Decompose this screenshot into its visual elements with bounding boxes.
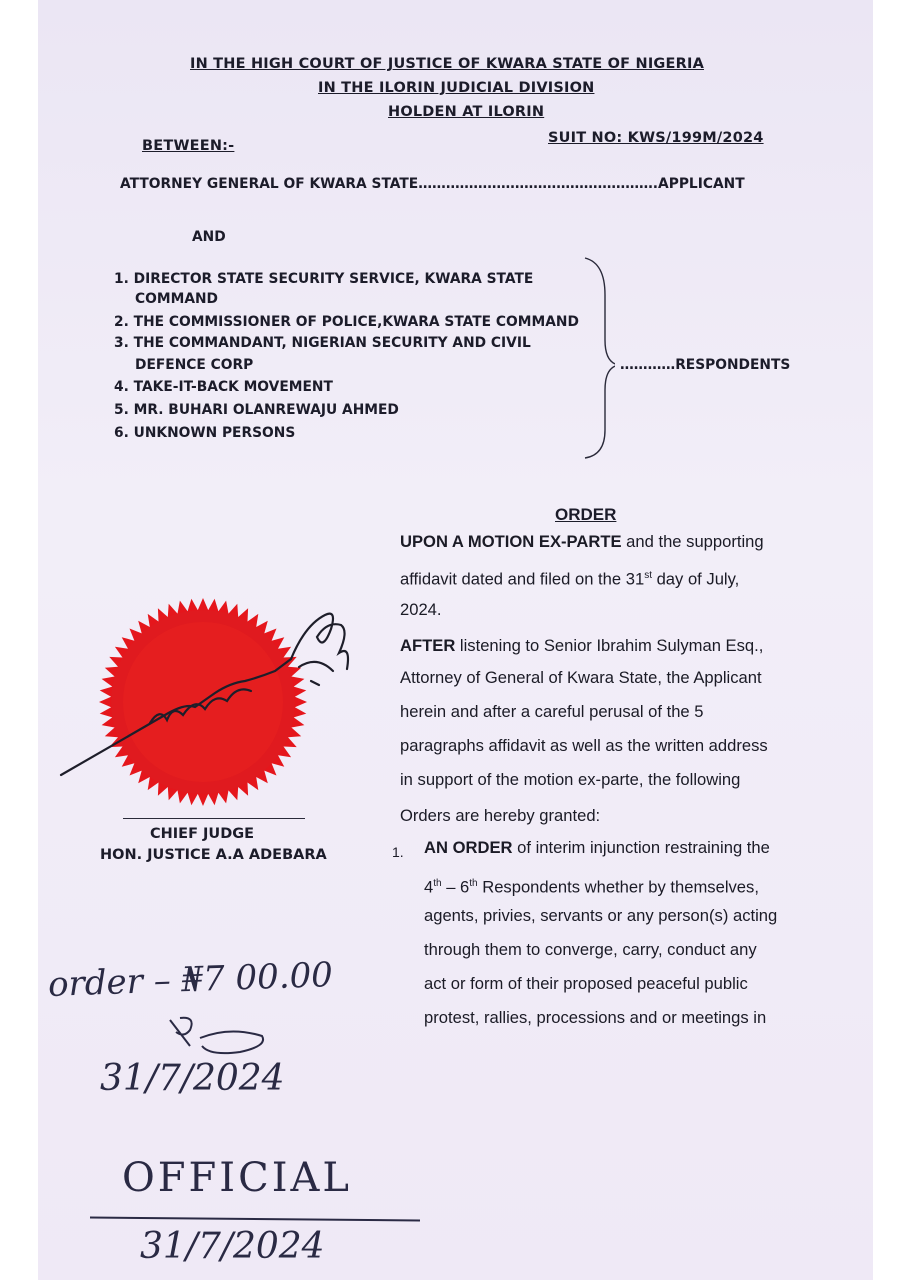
handwritten-order-fee: order – ₦7 00.00 xyxy=(47,955,334,1005)
court-title: IN THE HIGH COURT OF JUSTICE OF KWARA STATE OF NIGERIA xyxy=(190,56,705,72)
order-title: ORDER xyxy=(555,505,617,524)
court-seal xyxy=(55,585,355,825)
respondent-number: 2. xyxy=(114,314,129,330)
respondent-1-line2: COMMAND xyxy=(135,291,218,307)
text-run: Respondents whether by themselves, xyxy=(477,877,759,897)
order-item-1-line-5: act or form of their proposed peaceful public xyxy=(424,974,748,993)
order-para-2-line-2: Attorney of General of Kwara State, the Applicant xyxy=(400,668,762,687)
order-para-1-line-2 xyxy=(400,559,739,597)
suit-number: SUIT NO: KWS/199M/2024 xyxy=(548,130,764,146)
respondents-brace xyxy=(575,255,615,460)
applicant-dots: ……………………………………………. xyxy=(418,176,659,192)
order-para-2-line-3: herein and after a careful perusal of the 5 xyxy=(400,702,704,721)
order-para-2-line-6: Orders are hereby granted: xyxy=(400,806,601,825)
order-para-1-line-1 xyxy=(400,525,764,559)
order-item-1-line-1 xyxy=(424,831,770,865)
order-item-1-line-3: agents, privies, servants or any person(s) acting xyxy=(424,906,778,925)
respondent-number: 5. xyxy=(114,402,129,418)
respondent-name: THE COMMANDANT, NIGERIAN SECURITY AND CIVIL xyxy=(133,335,531,351)
respondents-label xyxy=(620,357,790,373)
respondent-3 xyxy=(114,335,531,351)
respondent-number: 4. xyxy=(114,379,129,395)
ordinal-suffix: th xyxy=(433,878,442,889)
division-title: IN THE ILORIN JUDICIAL DIVISION xyxy=(318,80,595,96)
signatory-title: CHIEF JUDGE xyxy=(150,826,255,842)
order-para-1-line-3: 2024. xyxy=(400,600,442,619)
respondent-6 xyxy=(114,425,295,441)
order-item-1-line-4: through them to converge, carry, conduct any xyxy=(424,940,757,959)
holden-title: HOLDEN AT ILORIN xyxy=(388,104,545,120)
order-para-2-line-1 xyxy=(400,629,763,663)
respondent-5 xyxy=(114,402,399,418)
order-item-number: 1. xyxy=(392,844,404,860)
order-para-2-line-5: in support of the motion ex-parte, the following xyxy=(400,770,741,789)
left-margin xyxy=(0,0,38,1280)
handwritten-date-1: 31/7/2024 xyxy=(100,1058,285,1099)
respondents-dots: ………… xyxy=(620,357,676,373)
applicant-name xyxy=(120,176,745,192)
an-order-label: AN ORDER xyxy=(424,838,513,857)
applicant-role: APPLICANT xyxy=(658,176,745,192)
between-label: BETWEEN:- xyxy=(142,138,235,154)
respondent-name: THE COMMISSIONER OF POLICE,KWARA STATE COMMAND xyxy=(133,314,579,330)
respondent-2 xyxy=(114,314,579,330)
text-run: listening to Senior Ibrahim Sulyman Esq., xyxy=(455,636,764,655)
handwritten-initials-icon xyxy=(150,1012,270,1062)
respondents-role: RESPONDENTS xyxy=(675,357,791,373)
respondent-4 xyxy=(114,379,333,395)
respondent-name: TAKE-IT-BACK MOVEMENT xyxy=(133,379,333,395)
signatory-name: HON. JUSTICE A.A ADEBARA xyxy=(100,847,327,863)
motion-ex-parte: UPON A MOTION EX-PARTE xyxy=(400,532,622,551)
ordinal-suffix: th xyxy=(469,878,478,889)
right-margin xyxy=(873,0,905,1280)
after-label: AFTER xyxy=(400,636,456,655)
respondent-1 xyxy=(114,271,533,287)
and-label: AND xyxy=(192,229,226,245)
respondent-name: MR. BUHARI OLANREWAJU AHMED xyxy=(133,402,399,418)
text-run: affidavit dated and filed on the 31 xyxy=(400,569,645,589)
respondent-number: 1. xyxy=(114,271,129,287)
respondent-3-line2: DEFENCE CORP xyxy=(135,357,254,373)
text-run: – 6 xyxy=(441,877,470,897)
text-run: and the supporting xyxy=(621,532,764,551)
order-para-2-line-4: paragraphs affidavit as well as the written address xyxy=(400,736,768,755)
order-item-1-line-6: protest, rallies, processions and or meetings in xyxy=(424,1008,767,1027)
respondent-name: UNKNOWN PERSONS xyxy=(133,425,296,441)
respondent-number: 3. xyxy=(114,335,129,351)
applicant-name-text: ATTORNEY GENERAL OF KWARA STATE xyxy=(120,176,419,192)
ordinal-suffix: st xyxy=(644,570,652,581)
signature-line xyxy=(123,818,305,819)
handwritten-date-2: 31/7/2024 xyxy=(140,1226,325,1267)
text-run: of interim injunction restraining the xyxy=(512,838,770,857)
text-run: day of July, xyxy=(651,569,740,589)
respondent-number: 6. xyxy=(114,425,129,441)
respondent-name: DIRECTOR STATE SECURITY SERVICE, KWARA STATE xyxy=(133,271,534,287)
handwritten-official: OFFICIAL xyxy=(122,1155,352,1201)
text-run: 4 xyxy=(424,877,434,897)
